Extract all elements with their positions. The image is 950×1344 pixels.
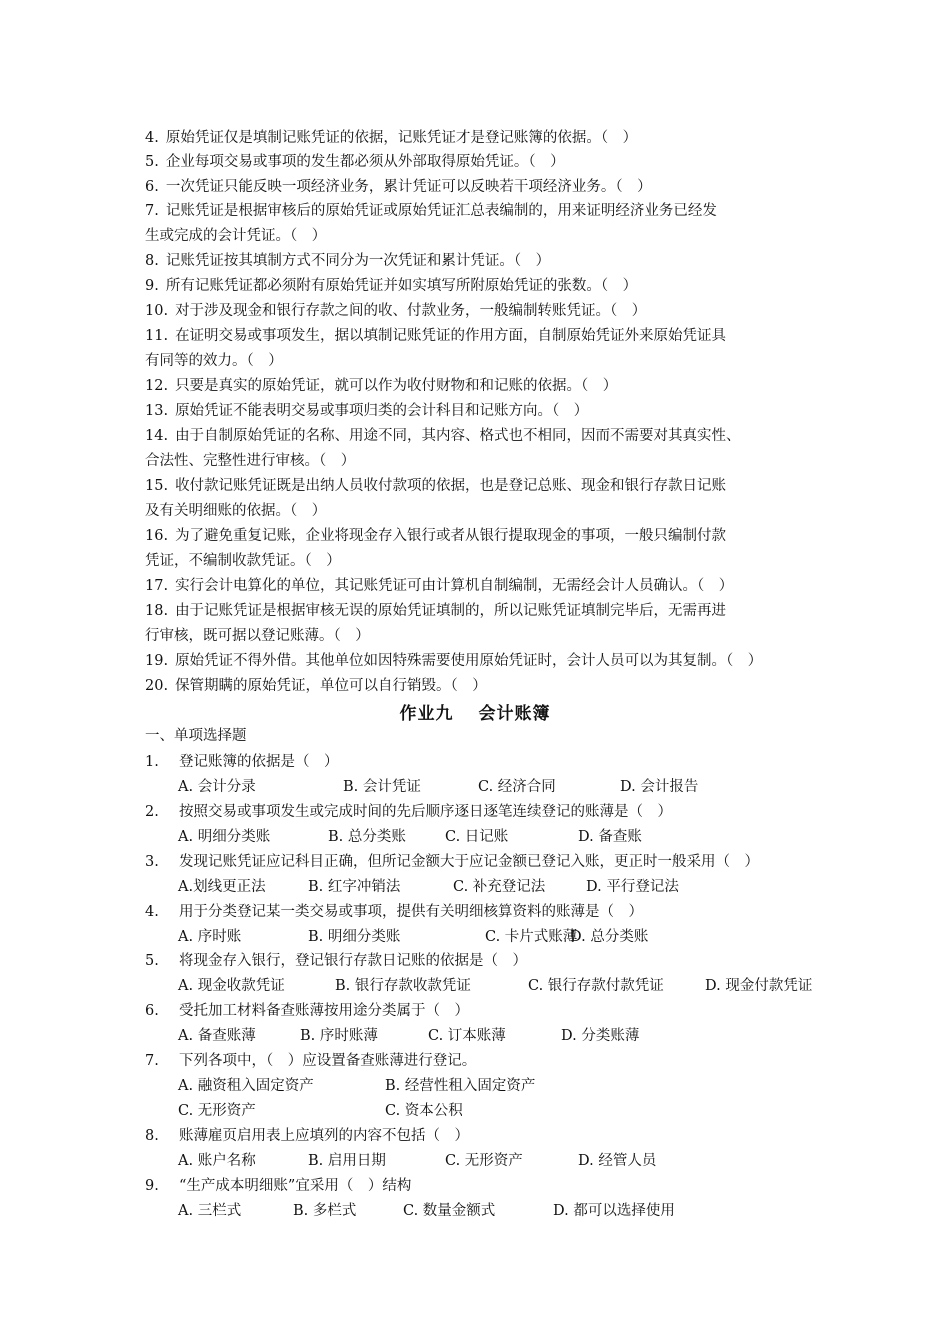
answer-option: C. 经济合同 bbox=[478, 779, 556, 795]
answer-option: D. 现金付款凭证 bbox=[705, 978, 813, 994]
question-text: “生产成本明细账”宜采用（ ）结构 bbox=[179, 1178, 412, 1194]
answer-option: B. 多栏式 bbox=[293, 1203, 357, 1219]
judgement-item bbox=[145, 152, 565, 172]
option-row bbox=[178, 1026, 878, 1046]
item-text: 由于记账凭证是根据审核无误的原始凭证填制的，所以记账凭证填制完毕后，无需再进 bbox=[175, 603, 727, 619]
question-text: 受托加工材料备查账薄按用途分类属于（ ） bbox=[179, 1003, 469, 1019]
answer-option: B. 总分类账 bbox=[328, 829, 406, 845]
item-text: 行审核，既可据以登记账薄。（ ） bbox=[145, 628, 370, 644]
option-row bbox=[178, 1101, 878, 1121]
question-number: 3. bbox=[145, 854, 159, 870]
judgement-item bbox=[145, 426, 741, 446]
item-text: 合法性、完整性进行审核。（ ） bbox=[145, 453, 356, 469]
item-text: 保管期瞒的原始凭证，单位可以自行销毁。（ ） bbox=[175, 678, 487, 694]
answer-option: C. 日记账 bbox=[445, 829, 509, 845]
judgement-item bbox=[145, 201, 717, 221]
answer-option: D. 备查账 bbox=[578, 829, 642, 845]
item-number: 14. bbox=[145, 428, 169, 444]
question-number: 9. bbox=[145, 1178, 159, 1194]
answer-option: C. 资本公积 bbox=[385, 1103, 463, 1119]
answer-option: C. 无形资产 bbox=[178, 1103, 256, 1119]
question-text: 用于分类登记某一类交易或事项，提供有关明细核算资料的账薄是（ ） bbox=[179, 904, 643, 920]
question-stem bbox=[145, 902, 643, 922]
answer-option: A. 融资租入固定资产 bbox=[178, 1078, 314, 1094]
judgement-item bbox=[145, 376, 617, 396]
item-text: 由于自制原始凭证的名称、用途不同，其内容、格式也不相同，因而不需要对其真实性、 bbox=[175, 428, 741, 444]
question-stem bbox=[145, 802, 672, 822]
item-number: 19. bbox=[145, 653, 169, 669]
question-stem bbox=[145, 1051, 476, 1071]
item-number: 8. bbox=[145, 253, 159, 269]
answer-option: C. 订本账薄 bbox=[428, 1028, 506, 1044]
item-number: 20. bbox=[145, 678, 169, 694]
question-number: 8. bbox=[145, 1128, 159, 1144]
answer-option: A.划线更正法 bbox=[178, 879, 266, 895]
item-number: 5. bbox=[145, 154, 159, 170]
judgement-item-continuation bbox=[145, 626, 370, 646]
item-text: 只要是真实的原始凭证，就可以作为收付财物和和记账的依据。（ ） bbox=[175, 378, 618, 394]
section-heading: 一、单项选择题 bbox=[145, 728, 247, 744]
judgement-item-continuation bbox=[145, 451, 355, 471]
item-text: 收付款记账凭证既是出纳人员收付款项的依据，也是登记总账、现金和银行存款日记账 bbox=[175, 478, 727, 494]
answer-option: C. 无形资产 bbox=[445, 1153, 523, 1169]
item-text: 原始凭证不能表明交易或事项归类的会计科目和记账方向。（ ） bbox=[175, 403, 589, 419]
answer-option: A. 现金收款凭证 bbox=[178, 978, 285, 994]
question-number: 1. bbox=[145, 754, 159, 770]
question-number: 5. bbox=[145, 953, 159, 969]
answer-option: B. 明细分类账 bbox=[308, 929, 401, 945]
answer-option: C. 卡片式账薄 bbox=[485, 929, 578, 945]
question-stem bbox=[145, 752, 339, 772]
judgement-item-continuation bbox=[145, 551, 341, 571]
item-number: 10. bbox=[145, 303, 169, 319]
item-text: 企业每项交易或事项的发生都必须从外部取得原始凭证。（ ） bbox=[165, 154, 565, 170]
judgement-item-continuation bbox=[145, 351, 283, 371]
item-text: 实行会计电算化的单位，其记账凭证可由计算机自制编制，无需经会计人员确认。（ ） bbox=[175, 578, 734, 594]
judgement-item bbox=[145, 526, 726, 546]
question-stem bbox=[145, 1176, 411, 1196]
item-text: 原始凭证不得外借。其他单位如因特殊需要使用原始凭证时，会计人员可以为其复制。（ ） bbox=[175, 653, 763, 669]
answer-option: C. 银行存款付款凭证 bbox=[528, 978, 664, 994]
judgement-item bbox=[145, 676, 487, 696]
answer-option: D. 会计报告 bbox=[620, 779, 699, 795]
question-number: 2. bbox=[145, 804, 159, 820]
item-text: 生或完成的会计凭证。（ ） bbox=[145, 228, 327, 244]
item-number: 9. bbox=[145, 278, 159, 294]
question-text: 按照交易或事项发生或完成时间的先后顺序逐日逐笔连续登记的账薄是（ ） bbox=[179, 804, 672, 820]
judgement-item bbox=[145, 177, 652, 197]
item-text: 所有记账凭证都必须附有原始凭证并如实填写所附原始凭证的张数。（ ） bbox=[165, 278, 638, 294]
question-stem bbox=[145, 951, 527, 971]
judgement-item bbox=[145, 476, 726, 496]
answer-option: A. 备查账薄 bbox=[178, 1028, 256, 1044]
answer-option: D. 总分类账 bbox=[570, 929, 649, 945]
assignment-title: 作业九 会计账簿 bbox=[399, 704, 551, 724]
item-number: 16. bbox=[145, 528, 169, 544]
item-number: 18. bbox=[145, 603, 169, 619]
question-stem bbox=[145, 1001, 469, 1021]
judgement-item bbox=[145, 576, 733, 596]
item-number: 17. bbox=[145, 578, 169, 594]
item-number: 4. bbox=[145, 130, 159, 146]
judgement-item bbox=[145, 128, 637, 148]
option-row bbox=[178, 1076, 878, 1096]
item-text: 凭证，不编制收款凭证。（ ） bbox=[145, 553, 341, 569]
item-number: 13. bbox=[145, 403, 169, 419]
question-number: 6. bbox=[145, 1003, 159, 1019]
item-text: 对于涉及现金和银行存款之间的收、付款业务，一般编制转账凭证。（ ） bbox=[175, 303, 647, 319]
item-number: 11. bbox=[145, 328, 169, 344]
item-number: 12. bbox=[145, 378, 169, 394]
question-stem bbox=[145, 852, 759, 872]
judgement-item-continuation bbox=[145, 226, 326, 246]
judgement-item bbox=[145, 326, 726, 346]
answer-option: B. 银行存款收款凭证 bbox=[335, 978, 471, 994]
judgement-item bbox=[145, 301, 646, 321]
answer-option: A. 会计分录 bbox=[178, 779, 256, 795]
question-text: 下列各项中，（ ）应设置备查账薄进行登记。 bbox=[179, 1053, 477, 1069]
judgement-item bbox=[145, 651, 762, 671]
item-text: 为了避免重复记账，企业将现金存入银行或者从银行提取现金的事项，一般只编制付款 bbox=[175, 528, 727, 544]
answer-option: B. 红字冲销法 bbox=[308, 879, 401, 895]
question-text: 将现金存入银行，登记银行存款日记账的依据是（ ） bbox=[179, 953, 527, 969]
answer-option: A. 序时账 bbox=[178, 929, 242, 945]
question-text: 账薄雇页启用表上应填列的内容不包括（ ） bbox=[179, 1128, 469, 1144]
answer-option: D. 经管人员 bbox=[578, 1153, 657, 1169]
answer-option: A. 账户名称 bbox=[178, 1153, 256, 1169]
answer-option: B. 启用日期 bbox=[308, 1153, 386, 1169]
option-row bbox=[178, 927, 878, 947]
judgement-item-continuation bbox=[145, 501, 326, 521]
answer-option: B. 会计凭证 bbox=[343, 779, 421, 795]
answer-option: C. 补充登记法 bbox=[453, 879, 546, 895]
option-row bbox=[178, 877, 878, 897]
question-number: 4. bbox=[145, 904, 159, 920]
item-number: 7. bbox=[145, 203, 159, 219]
question-stem bbox=[145, 1126, 469, 1146]
option-row bbox=[178, 827, 878, 847]
item-text: 一次凭证只能反映一项经济业务，累计凭证可以反映若干项经济业务。（ ） bbox=[165, 179, 652, 195]
question-text: 发现记账凭证应记科目正确，但所记金额大于应记金额已登记入账，更正时一般采用（ ） bbox=[179, 854, 759, 870]
judgement-item bbox=[145, 276, 637, 296]
option-row bbox=[178, 1201, 878, 1221]
item-text: 及有关明细账的依据。（ ） bbox=[145, 503, 327, 519]
item-number: 6. bbox=[145, 179, 159, 195]
item-number: 15. bbox=[145, 478, 169, 494]
item-text: 记账凭证按其填制方式不同分为一次凭证和累计凭证。（ ） bbox=[165, 253, 551, 269]
option-row bbox=[178, 777, 878, 797]
answer-option: B. 经营性租入固定资产 bbox=[385, 1078, 536, 1094]
option-row bbox=[178, 1151, 878, 1171]
item-text: 原始凭证仅是填制记账凭证的依据，记账凭证才是登记账簿的依据。（ ） bbox=[165, 130, 638, 146]
question-text: 登记账簿的依据是（ ） bbox=[179, 754, 339, 770]
answer-option: D. 分类账薄 bbox=[561, 1028, 640, 1044]
answer-option: B. 序时账薄 bbox=[300, 1028, 378, 1044]
answer-option: D. 平行登记法 bbox=[586, 879, 679, 895]
answer-option: A. 明细分类账 bbox=[178, 829, 271, 845]
answer-option: D. 都可以选择使用 bbox=[553, 1203, 675, 1219]
item-text: 记账凭证是根据审核后的原始凭证或原始凭证汇总表编制的，用来证明经济业务已经发 bbox=[165, 203, 717, 219]
answer-option: C. 数量金额式 bbox=[403, 1203, 496, 1219]
judgement-item bbox=[145, 601, 726, 621]
item-text: 有同等的效力。（ ） bbox=[145, 353, 283, 369]
answer-option: A. 三栏式 bbox=[178, 1203, 242, 1219]
option-row bbox=[178, 976, 878, 996]
question-number: 7. bbox=[145, 1053, 159, 1069]
judgement-item bbox=[145, 251, 550, 271]
item-text: 在证明交易或事项发生，据以填制记账凭证的作用方面，自制原始凭证外来原始凭证具 bbox=[175, 328, 727, 344]
judgement-item bbox=[145, 401, 588, 421]
